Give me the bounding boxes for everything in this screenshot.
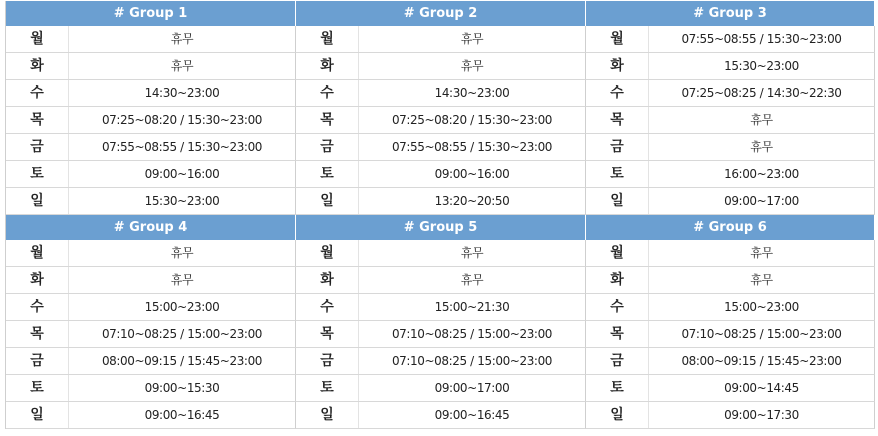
group-2-table [296,1,586,215]
day-cell: 수 [296,294,359,320]
time-cell: 15:30~23:00 [144,194,220,208]
table-row [296,134,586,161]
table-row [296,294,586,321]
day-cell: 금 [6,348,69,374]
time-cell: 09:00~16:00 [434,167,510,181]
table-row [6,188,296,215]
table-row [586,107,875,134]
day-cell: 금 [296,134,359,160]
day-cell: 토 [586,375,649,401]
table-row [6,375,296,402]
day-cell: 화 [586,53,649,79]
table-row [296,240,586,267]
day-cell: 목 [586,321,649,347]
time-cell: 16:00~23:00 [724,167,799,181]
day-cell: 일 [6,402,69,428]
time-cell: 07:10~08:25 / 15:00~23:00 [391,327,553,341]
time-cell: 07:10~08:25 / 15:00~23:00 [681,327,842,341]
time-cell: 07:25~08:20 / 15:30~23:00 [391,113,553,127]
table-row [6,240,296,267]
time-cell: 휴무 [750,246,773,260]
group-header: # Group 3 [586,1,875,26]
time-cell: 07:10~08:25 / 15:00~23:00 [391,354,553,368]
time-cell: 13:20~20:50 [434,194,510,208]
group-header: # Group 1 [6,1,296,26]
table-row [586,402,875,429]
table-row [586,240,875,267]
time-cell: 휴무 [170,273,194,287]
day-cell: 토 [586,161,649,187]
day-cell: 수 [6,80,69,106]
group-header: # Group 5 [296,215,586,240]
time-cell: 07:10~08:25 / 15:00~23:00 [101,327,263,341]
table-row [296,26,586,53]
day-cell: 화 [586,267,649,293]
day-cell: 금 [296,348,359,374]
time-cell: 휴무 [460,273,484,287]
table-row [296,188,586,215]
day-cell: 토 [6,375,69,401]
group-header: # Group 6 [586,215,875,240]
day-cell: 목 [296,107,359,133]
group-6-table [586,215,875,429]
time-cell: 휴무 [750,113,773,127]
day-cell: 목 [6,107,69,133]
group-1-table [6,1,296,215]
day-cell: 화 [296,53,359,79]
day-cell: 목 [6,321,69,347]
time-cell: 14:30~23:00 [434,86,510,100]
table-row [586,26,875,53]
table-row [586,80,875,107]
group-5-table [296,215,586,429]
table-row [6,402,296,429]
day-cell: 금 [6,134,69,160]
time-cell: 09:00~14:45 [724,381,799,395]
time-cell: 휴무 [170,32,194,46]
time-cell: 09:00~16:00 [144,167,220,181]
table-row [6,348,296,375]
time-cell: 09:00~17:00 [724,194,799,208]
day-cell: 일 [586,402,649,428]
time-cell: 09:00~17:00 [434,381,510,395]
table-row [6,80,296,107]
table-row [6,161,296,188]
schedule-table [5,1,875,429]
time-cell: 09:00~15:30 [144,381,220,395]
time-cell: 09:00~16:45 [434,408,510,422]
table-row [6,107,296,134]
table-row [296,321,586,348]
time-cell: 07:55~08:55 / 15:30~23:00 [101,140,263,154]
table-row [6,267,296,294]
day-cell: 목 [296,321,359,347]
time-cell: 08:00~09:15 / 15:45~23:00 [681,354,842,368]
table-row [586,267,875,294]
table-row [296,348,586,375]
time-cell: 07:55~08:55 / 15:30~23:00 [681,32,842,46]
day-cell: 일 [586,188,649,214]
time-cell: 휴무 [170,246,194,260]
time-cell: 휴무 [460,32,484,46]
group-4-table [6,215,296,429]
day-cell: 토 [296,161,359,187]
time-cell: 15:00~23:00 [724,300,799,314]
day-cell: 금 [586,348,649,374]
time-cell: 휴무 [750,273,773,287]
table-row [6,134,296,161]
time-cell: 07:25~08:20 / 15:30~23:00 [101,113,263,127]
day-cell: 수 [6,294,69,320]
day-cell: 수 [586,80,649,106]
table-row [296,402,586,429]
time-cell: 09:00~16:45 [144,408,220,422]
day-cell: 수 [296,80,359,106]
time-cell: 07:55~08:55 / 15:30~23:00 [391,140,553,154]
time-cell: 08:00~09:15 / 15:45~23:00 [101,354,263,368]
table-row [6,53,296,80]
day-cell: 화 [6,267,69,293]
table-row [586,294,875,321]
table-row [6,26,296,53]
time-cell: 휴무 [460,59,484,73]
table-row [586,53,875,80]
group-header: # Group 2 [296,1,586,26]
time-cell: 15:00~23:00 [144,300,220,314]
day-cell: 수 [586,294,649,320]
table-row [6,294,296,321]
time-cell: 휴무 [750,140,773,154]
day-cell: 월 [296,26,359,52]
group-header: # Group 4 [6,215,296,240]
day-cell: 일 [6,188,69,214]
table-row [296,267,586,294]
day-cell: 월 [6,240,69,266]
day-cell: 토 [6,161,69,187]
table-row [586,161,875,188]
day-cell: 화 [296,267,359,293]
table-row [586,348,875,375]
time-cell: 14:30~23:00 [144,86,220,100]
table-row [586,321,875,348]
time-cell: 15:00~21:30 [434,300,510,314]
day-cell: 일 [296,402,359,428]
table-row [296,375,586,402]
table-row [586,375,875,402]
day-cell: 월 [296,240,359,266]
day-cell: 월 [586,240,649,266]
table-row [296,53,586,80]
table-row [296,80,586,107]
table-row [296,161,586,188]
day-cell: 일 [296,188,359,214]
table-row [586,188,875,215]
day-cell: 토 [296,375,359,401]
day-cell: 월 [6,26,69,52]
day-cell: 목 [586,107,649,133]
table-row [296,107,586,134]
day-cell: 월 [586,26,649,52]
time-cell: 휴무 [170,59,194,73]
group-3-table [586,1,875,215]
time-cell: 09:00~17:30 [724,408,799,422]
table-row [6,321,296,348]
time-cell: 휴무 [460,246,484,260]
day-cell: 금 [586,134,649,160]
time-cell: 15:30~23:00 [724,59,799,73]
table-row [586,134,875,161]
day-cell: 화 [6,53,69,79]
time-cell: 07:25~08:25 / 14:30~22:30 [681,86,842,100]
